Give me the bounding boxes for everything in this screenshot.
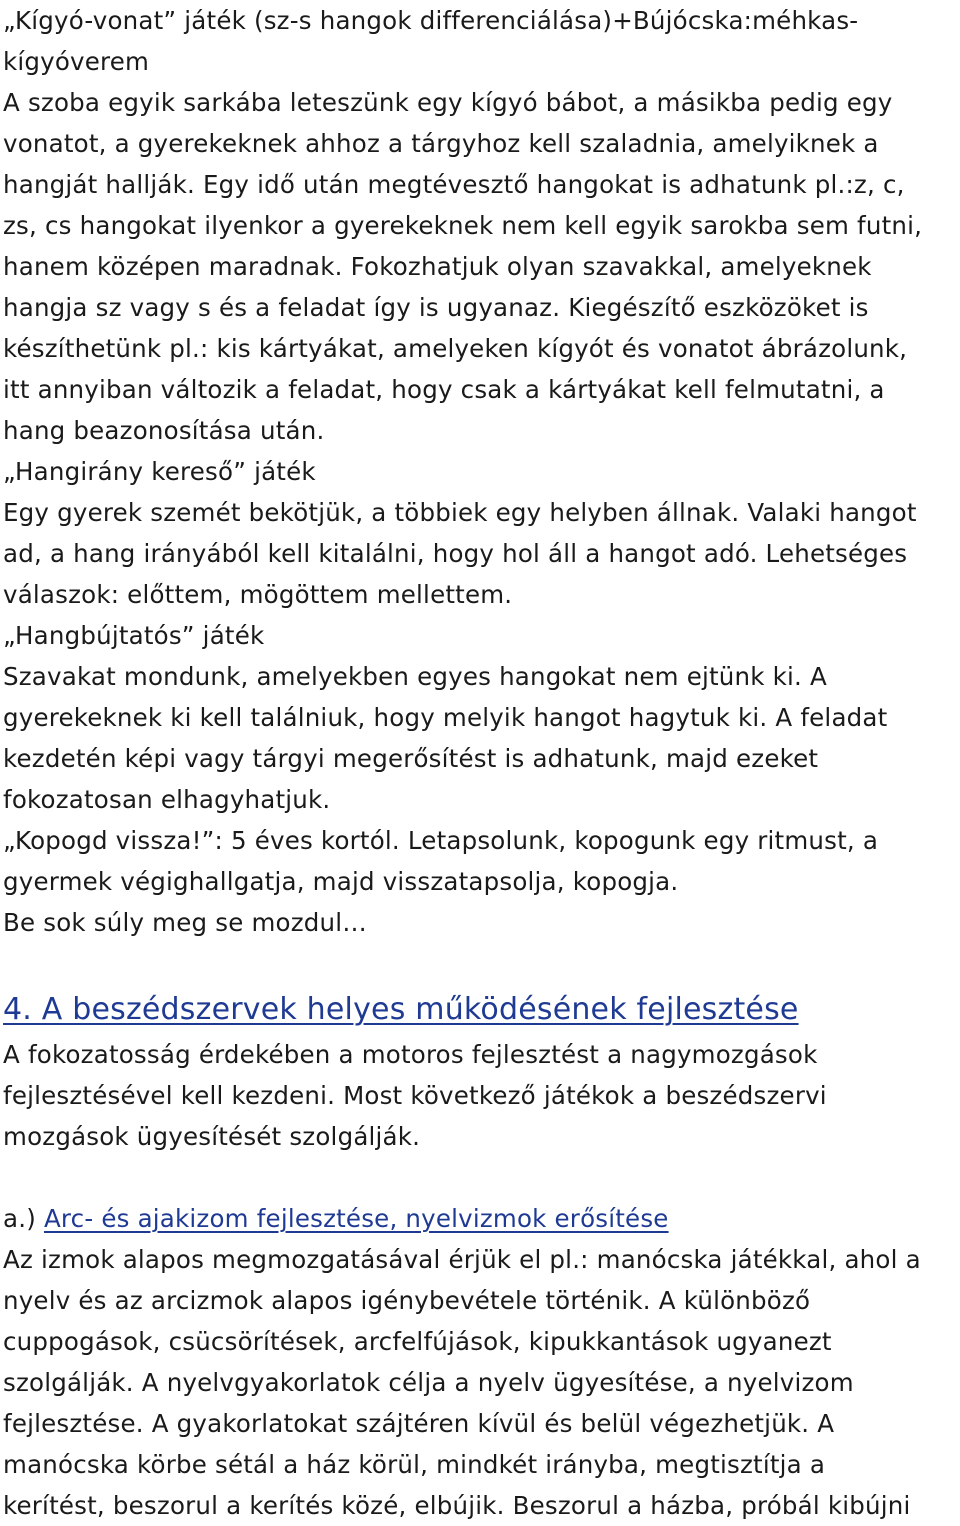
subsection-body bbox=[3, 1239, 960, 1526]
text-line: „Kígyó-vonat” játék (sz-s hangok differenciálása)+Bújócska:méhkas- bbox=[3, 6, 859, 35]
text-line: készíthetünk pl.: kis kártyákat, amelyeken kígyót és vonatot ábrázolunk, bbox=[3, 334, 908, 363]
spacer bbox=[3, 1157, 960, 1198]
text-line: hanem középen maradnak. Fokozhatjuk olyan szavakkal, amelyeknek bbox=[3, 252, 872, 281]
text-line: hang beazonosítása után. bbox=[3, 416, 325, 445]
text-line: gyermek végighallgatja, majd visszatapsolja, kopogja. bbox=[3, 867, 679, 896]
text-line: cuppogások, csücsörítések, arcfelfújások, kipukkantások ugyanezt bbox=[3, 1327, 832, 1356]
text-line: kezdetén képi vagy tárgyi megerősítést is adhatunk, majd ezeket bbox=[3, 744, 819, 773]
text-line: Szavakat mondunk, amelyekben egyes hangokat nem ejtünk ki. A bbox=[3, 662, 827, 691]
section-intro bbox=[3, 1034, 960, 1157]
text-line: A fokozatosság érdekében a motoros fejlesztést a nagymozgások bbox=[3, 1040, 818, 1069]
text-line: Egy gyerek szemét bekötjük, a többiek egy helyben állnak. Valaki hangot bbox=[3, 498, 917, 527]
document-page bbox=[3, 0, 960, 1526]
text-line: mozgások ügyesítését szolgálják. bbox=[3, 1122, 421, 1151]
text-line: Az izmok alapos megmozgatásával érjük el pl.: manócska játékkal, ahol a bbox=[3, 1245, 921, 1274]
text-line: zs, cs hangokat ilyenkor a gyerekeknek nem kell egyik sarokba sem futni, bbox=[3, 211, 923, 240]
text-line: gyerekeknek ki kell találniuk, hogy melyik hangot hagytuk ki. A feladat bbox=[3, 703, 888, 732]
text-line: fokozatosan elhagyhatjuk. bbox=[3, 785, 331, 814]
text-line: vonatot, a gyerekeknek ahhoz a tárgyhoz kell szaladnia, amelyiknek a bbox=[3, 129, 879, 158]
text-line: fejlesztése. A gyakorlatokat szájtéren kívül és belül végezhetjük. A bbox=[3, 1409, 835, 1438]
section-heading-link[interactable]: 4. A beszédszervek helyes működésének fejlesztése bbox=[3, 992, 799, 1027]
subsection-title bbox=[3, 1198, 960, 1239]
text-line: itt annyiban változik a feladat, hogy csak a kártyákat kell felmutatni, a bbox=[3, 375, 885, 404]
text-line: fejlesztésével kell kezdeni. Most következő játékok a beszédszervi bbox=[3, 1081, 827, 1110]
text-line: ad, a hang irányából kell kitalálni, hogy hol áll a hangot adó. Lehetséges bbox=[3, 539, 908, 568]
spacer bbox=[3, 943, 960, 984]
text-line: Be sok súly meg se mozdul… bbox=[3, 908, 367, 937]
game-title-line: „Hangbújtatós” játék bbox=[3, 621, 265, 650]
text-line: A szoba egyik sarkába leteszünk egy kígyó bábot, a másikba pedig egy bbox=[3, 88, 893, 117]
game-descriptions bbox=[3, 0, 960, 943]
text-line: válaszok: előttem, mögöttem mellettem. bbox=[3, 580, 513, 609]
subsection-prefix: a.) bbox=[3, 1204, 36, 1233]
text-line: kígyóverem bbox=[3, 47, 150, 76]
text-line: nyelv és az arcizmok alapos igénybevétele történik. A különböző bbox=[3, 1286, 811, 1315]
text-line: hangja sz vagy s és a feladat így is ugyanaz. Kiegészítő eszközöket is bbox=[3, 293, 869, 322]
text-line: hangját hallják. Egy idő után megtévesztő hangokat is adhatunk pl.:z, c, bbox=[3, 170, 905, 199]
subsection-link[interactable]: Arc- és ajakizom fejlesztése, nyelvizmok erősítése bbox=[43, 1204, 669, 1233]
text-line: „Kopogd vissza!”: 5 éves kortól. Letapsolunk, kopogunk egy ritmust, a bbox=[3, 826, 879, 855]
text-line: manócska körbe sétál a ház körül, mindkét irányba, megtisztítja a bbox=[3, 1450, 826, 1479]
text-line: szolgálják. A nyelvgyakorlatok célja a nyelv ügyesítése, a nyelvizom bbox=[3, 1368, 854, 1397]
text-line: kerítést, beszorul a kerítés közé, elbújik. Beszorul a házba, próbál kibújni bbox=[3, 1491, 911, 1520]
game-title-line: „Hangirány kereső” játék bbox=[3, 457, 316, 486]
